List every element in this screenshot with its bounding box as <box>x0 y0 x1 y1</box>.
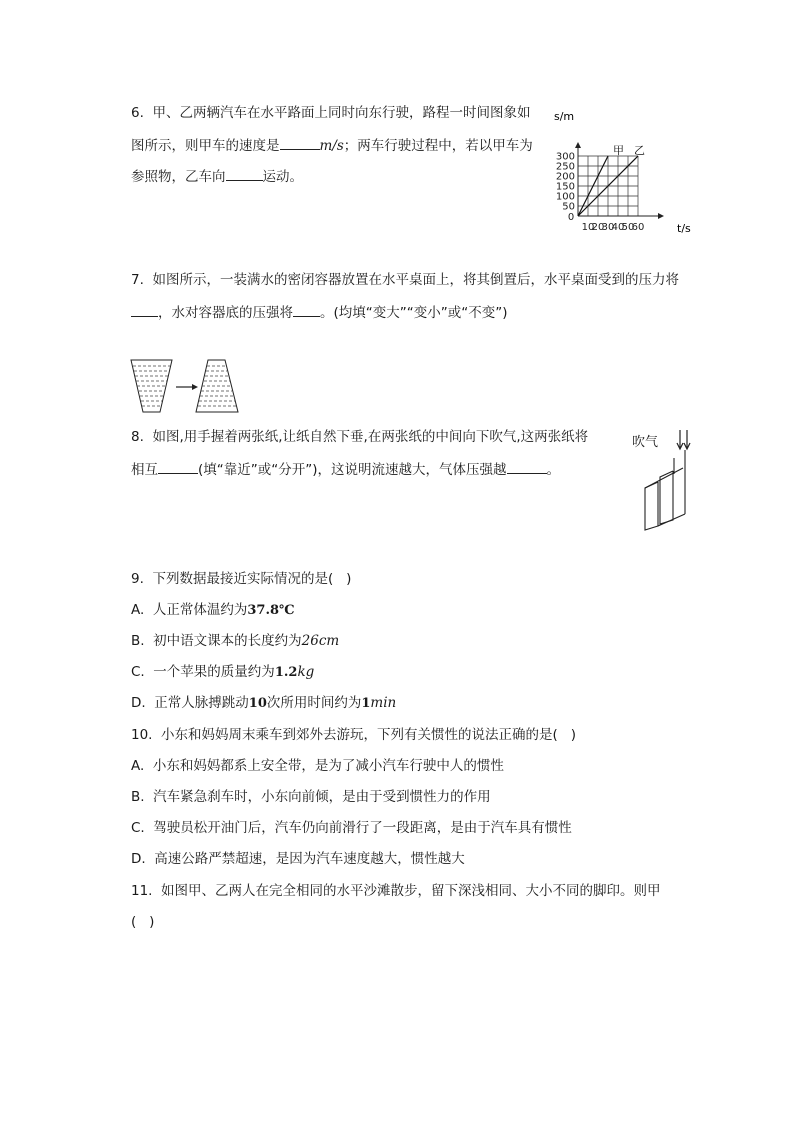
q9-option-b-value: 26 <box>301 633 319 649</box>
y-tick-label: 250 <box>555 161 575 173</box>
q6-line3-text-b: 运动。 <box>262 169 303 185</box>
q9-stem: 9. 下列数据最接近实际情况的是( ) <box>131 571 352 587</box>
q8-line2-text-c: 。 <box>546 462 561 478</box>
q10-option-c[interactable]: C. 驾驶员松开油门后，汽车仍向前滑行了一段距离，是由于汽车具有惯性 <box>131 820 572 836</box>
down-arrows-icon <box>677 430 690 449</box>
q10-option-d[interactable]: D. 高速公路严禁超速，是因为汽车速度越大，惯性越大 <box>131 851 465 867</box>
q9-option-b-unit: cm <box>318 633 340 649</box>
paper-figure <box>636 428 696 534</box>
q9-option-c-unit: kg <box>297 664 315 680</box>
series-label: 乙 <box>634 144 645 157</box>
q7-line2 <box>131 302 508 322</box>
q7-blank-force[interactable] <box>131 302 158 317</box>
q6-line2-text-a: 图所示，则甲车的速度是 <box>131 138 280 154</box>
q9-option-b[interactable] <box>131 632 339 650</box>
q7-line2-text-a: ，水对容器底的压强将 <box>158 305 293 321</box>
container-upright <box>131 360 172 412</box>
q11-line2: ( ) <box>131 914 155 930</box>
q9-option-b-text: B. 初中语文课本的长度约为 <box>131 633 302 649</box>
y-tick-label: 100 <box>555 191 575 203</box>
q8-blank-pressure[interactable] <box>507 459 547 474</box>
q8-line1: 8. 如图,用手握着两张纸,让纸自然下垂,在两张纸的中间向下吹气,这两张纸将 <box>131 429 589 445</box>
x-tick-label: 40 <box>611 222 625 233</box>
paper-sheets <box>645 450 685 530</box>
x-tick-label: 10 <box>581 222 595 233</box>
y-tick-label: 50 <box>562 201 575 213</box>
q10-option-b[interactable]: B. 汽车紧急刹车时，小东向前倾，是由于受到惯性力的作用 <box>131 789 491 805</box>
q9-option-d-unit: min <box>370 695 397 711</box>
container-figure <box>128 356 244 418</box>
origin-label: 0 <box>567 212 575 223</box>
x-axis-label: t/s <box>677 222 691 235</box>
q10-option-a[interactable]: A. 小东和妈妈都系上安全带，是为了减小汽车行驶中人的惯性 <box>131 758 504 774</box>
q7-line1: 7. 如图所示，一装满水的密闭容器放置在水平桌面上，将其倒置后，水平桌面受到的压力将 <box>131 272 679 288</box>
x-tick-label: 20 <box>591 222 605 233</box>
q9-option-c-value: 1.2 <box>274 665 298 680</box>
x-tick-label: 60 <box>631 222 645 233</box>
q11-line1: 11. 如图甲、乙两人在完全相同的水平沙滩散步，留下深浅相同、大小不同的脚印。则甲 <box>131 883 661 899</box>
q8-line2-text-a: 相互 <box>131 462 158 478</box>
q9-option-d[interactable] <box>131 694 396 713</box>
q6-blank-speed[interactable] <box>280 135 320 150</box>
x-axis-arrow-icon <box>658 213 664 219</box>
q6-line3 <box>131 166 303 186</box>
q9-option-c[interactable] <box>131 663 314 682</box>
q9-option-a[interactable] <box>131 601 295 620</box>
y-axis-label: s/m <box>554 110 575 123</box>
q9-option-d-text: D. 正常人脉搏跳动 <box>131 695 249 711</box>
series-label: 甲 <box>613 144 624 157</box>
y-axis-arrow-icon <box>575 142 581 148</box>
blow-label: 吹气 <box>632 435 659 450</box>
q9-option-d-value: 10 <box>248 696 267 711</box>
q8-line2-text-b: (填“靠近”或“分开”)，这说明流速越大，气体压强越 <box>198 462 507 478</box>
q9-option-a-text: A. 人正常体温约为 <box>131 602 248 618</box>
q9-option-a-value: 37.8℃ <box>247 603 295 618</box>
q6-unit: m/s <box>319 138 344 154</box>
q6-blank-direction[interactable] <box>226 166 263 181</box>
q6-line2-text-b: ；两车行驶过程中，若以甲车为 <box>343 138 533 154</box>
q6-line3-text-a: 参照物，乙车向 <box>131 169 226 185</box>
q9-option-d-value2: 1 <box>361 696 371 711</box>
arrow-right-icon <box>176 384 198 390</box>
q9-option-c-text: C. 一个苹果的质量约为 <box>131 664 275 680</box>
q8-line2 <box>131 459 560 479</box>
q9-option-d-text-mid: 次所用时间约为 <box>266 695 362 711</box>
q7-line2-text-b: 。(均填“变大”“变小”或“不变”) <box>320 305 508 321</box>
y-tick-label: 200 <box>555 171 575 183</box>
q6-line1: 6. 甲、乙两辆汽车在水平路面上同时向东行驶，路程一时间图象如 <box>131 105 531 121</box>
q10-stem: 10. 小东和妈妈周末乘车到郊外去游玩，下列有关惯性的说法正确的是( ) <box>131 727 576 743</box>
y-tick-label: 300 <box>555 151 575 163</box>
y-tick-label: 150 <box>555 181 575 193</box>
st-chart <box>545 108 700 236</box>
container-inverted <box>196 360 238 412</box>
q6-line2 <box>131 135 533 155</box>
x-tick-label: 50 <box>621 222 635 233</box>
x-tick-label: 30 <box>601 222 615 233</box>
q7-blank-pressure[interactable] <box>293 302 320 317</box>
q8-blank-motion[interactable] <box>158 459 198 474</box>
